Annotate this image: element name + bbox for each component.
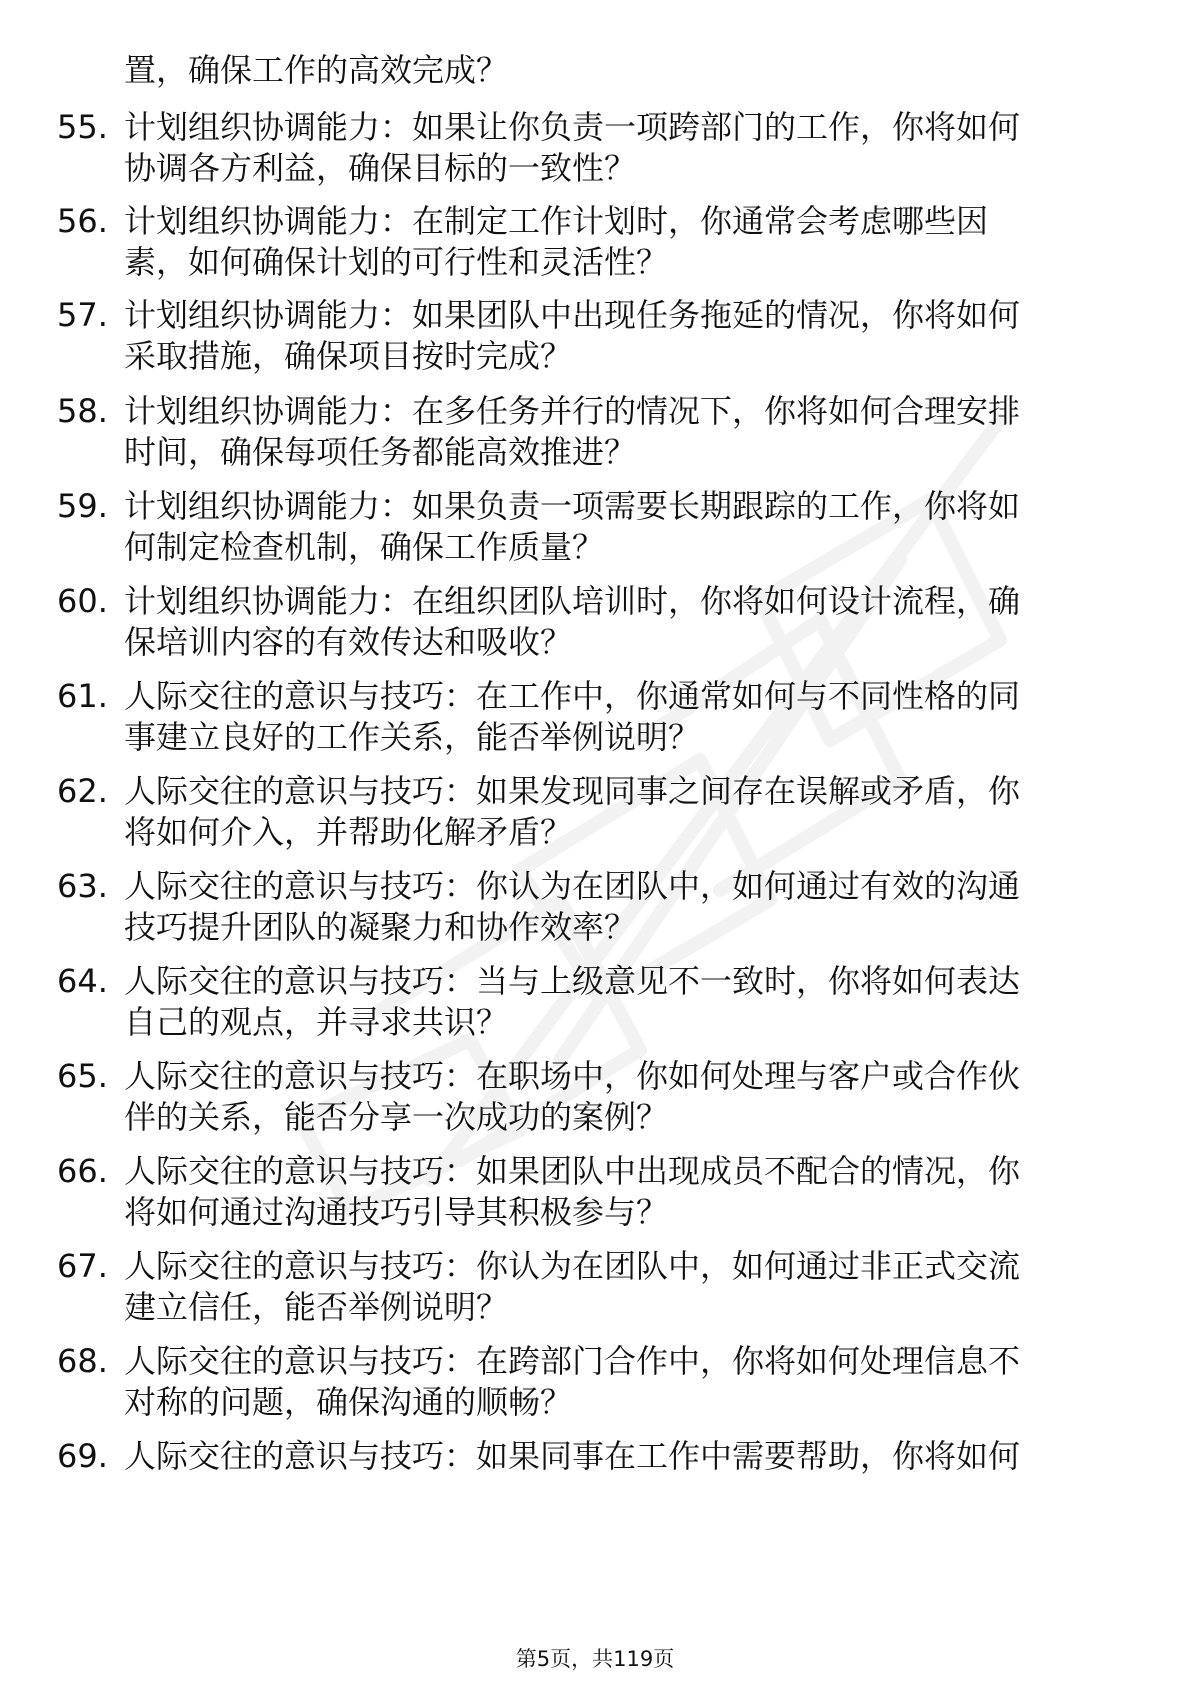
item-text-line: 人际交往的意识与技巧：在工作中，你通常如何与不同性格的同 bbox=[124, 677, 1021, 715]
item-text-line: 计划组织协调能力：在制定工作计划时，你通常会考虑哪些因 bbox=[124, 202, 989, 240]
item-text-line: 何制定检查机制，确保工作质量？ bbox=[124, 528, 605, 566]
item-text-line: 采取措施，确保项目按时完成？ bbox=[124, 337, 573, 375]
item-text-line: 时间，确保每项任务都能高效推进？ bbox=[124, 433, 637, 471]
item-number: 60. bbox=[57, 582, 108, 620]
item-number: 58. bbox=[57, 392, 108, 430]
item-number: 61. bbox=[57, 677, 108, 715]
item-text-line: 素，如何确保计划的可行性和灵活性？ bbox=[124, 243, 669, 281]
item-text-line: 计划组织协调能力：如果负责一项需要长期跟踪的工作，你将如 bbox=[124, 487, 1021, 525]
item-number: 67. bbox=[57, 1247, 108, 1285]
item-number: 56. bbox=[57, 202, 108, 240]
item-number: 66. bbox=[57, 1152, 108, 1190]
item-number: 57. bbox=[57, 296, 108, 334]
item-text-line: 将如何通过沟通技巧引导其积极参与？ bbox=[124, 1193, 669, 1231]
item-text-line: 人际交往的意识与技巧：你认为在团队中，如何通过非正式交流 bbox=[124, 1247, 1021, 1285]
item-text-line: 技巧提升团队的凝聚力和协作效率？ bbox=[124, 908, 637, 946]
item-text-line: 置，确保工作的高效完成？ bbox=[124, 51, 509, 89]
item-text-line: 人际交往的意识与技巧：如果团队中出现成员不配合的情况，你 bbox=[124, 1152, 1021, 1190]
item-number: 55. bbox=[57, 108, 108, 146]
item-text-line: 计划组织协调能力：在组织团队培训时，你将如何设计流程，确 bbox=[124, 582, 1021, 620]
item-text-line: 计划组织协调能力：在多任务并行的情况下，你将如何合理安排 bbox=[124, 392, 1021, 430]
item-number: 62. bbox=[57, 772, 108, 810]
item-number: 63. bbox=[57, 867, 108, 905]
item-text-line: 人际交往的意识与技巧：在跨部门合作中，你将如何处理信息不 bbox=[124, 1342, 1021, 1380]
item-text-line: 保培训内容的有效传达和吸收？ bbox=[124, 623, 573, 661]
item-number: 68. bbox=[57, 1342, 108, 1380]
item-text-line: 伴的关系，能否分享一次成功的案例？ bbox=[124, 1098, 669, 1136]
page-footer: 第5页，共119页 bbox=[515, 1647, 675, 1671]
item-number: 65. bbox=[57, 1057, 108, 1095]
item-text-line: 自己的观点，并寻求共识？ bbox=[124, 1003, 509, 1041]
item-text-line: 计划组织协调能力：如果团队中出现任务拖延的情况，你将如何 bbox=[124, 296, 1021, 334]
item-text-line: 人际交往的意识与技巧：在职场中，你如何处理与客户或合作伙 bbox=[124, 1057, 1021, 1095]
item-number: 64. bbox=[57, 962, 108, 1000]
item-text-line: 将如何介入，并帮助化解矛盾？ bbox=[124, 813, 573, 851]
item-text-line: 对称的问题，确保沟通的顺畅？ bbox=[124, 1383, 573, 1421]
item-text-line: 人际交往的意识与技巧：如果同事在工作中需要帮助，你将如何 bbox=[124, 1437, 1021, 1475]
item-text-line: 人际交往的意识与技巧：你认为在团队中，如何通过有效的沟通 bbox=[124, 867, 1021, 905]
item-text-line: 人际交往的意识与技巧：当与上级意见不一致时，你将如何表达 bbox=[124, 962, 1021, 1000]
item-text-line: 事建立良好的工作关系，能否举例说明？ bbox=[124, 718, 701, 756]
item-number: 69. bbox=[57, 1437, 108, 1475]
item-text-line: 人际交往的意识与技巧：如果发现同事之间存在误解或矛盾，你 bbox=[124, 772, 1021, 810]
item-number: 59. bbox=[57, 487, 108, 525]
item-text-line: 计划组织协调能力：如果让你负责一项跨部门的工作，你将如何 bbox=[124, 108, 1021, 146]
item-text-line: 协调各方利益，确保目标的一致性？ bbox=[124, 149, 637, 187]
item-text-line: 建立信任，能否举例说明？ bbox=[124, 1288, 509, 1326]
